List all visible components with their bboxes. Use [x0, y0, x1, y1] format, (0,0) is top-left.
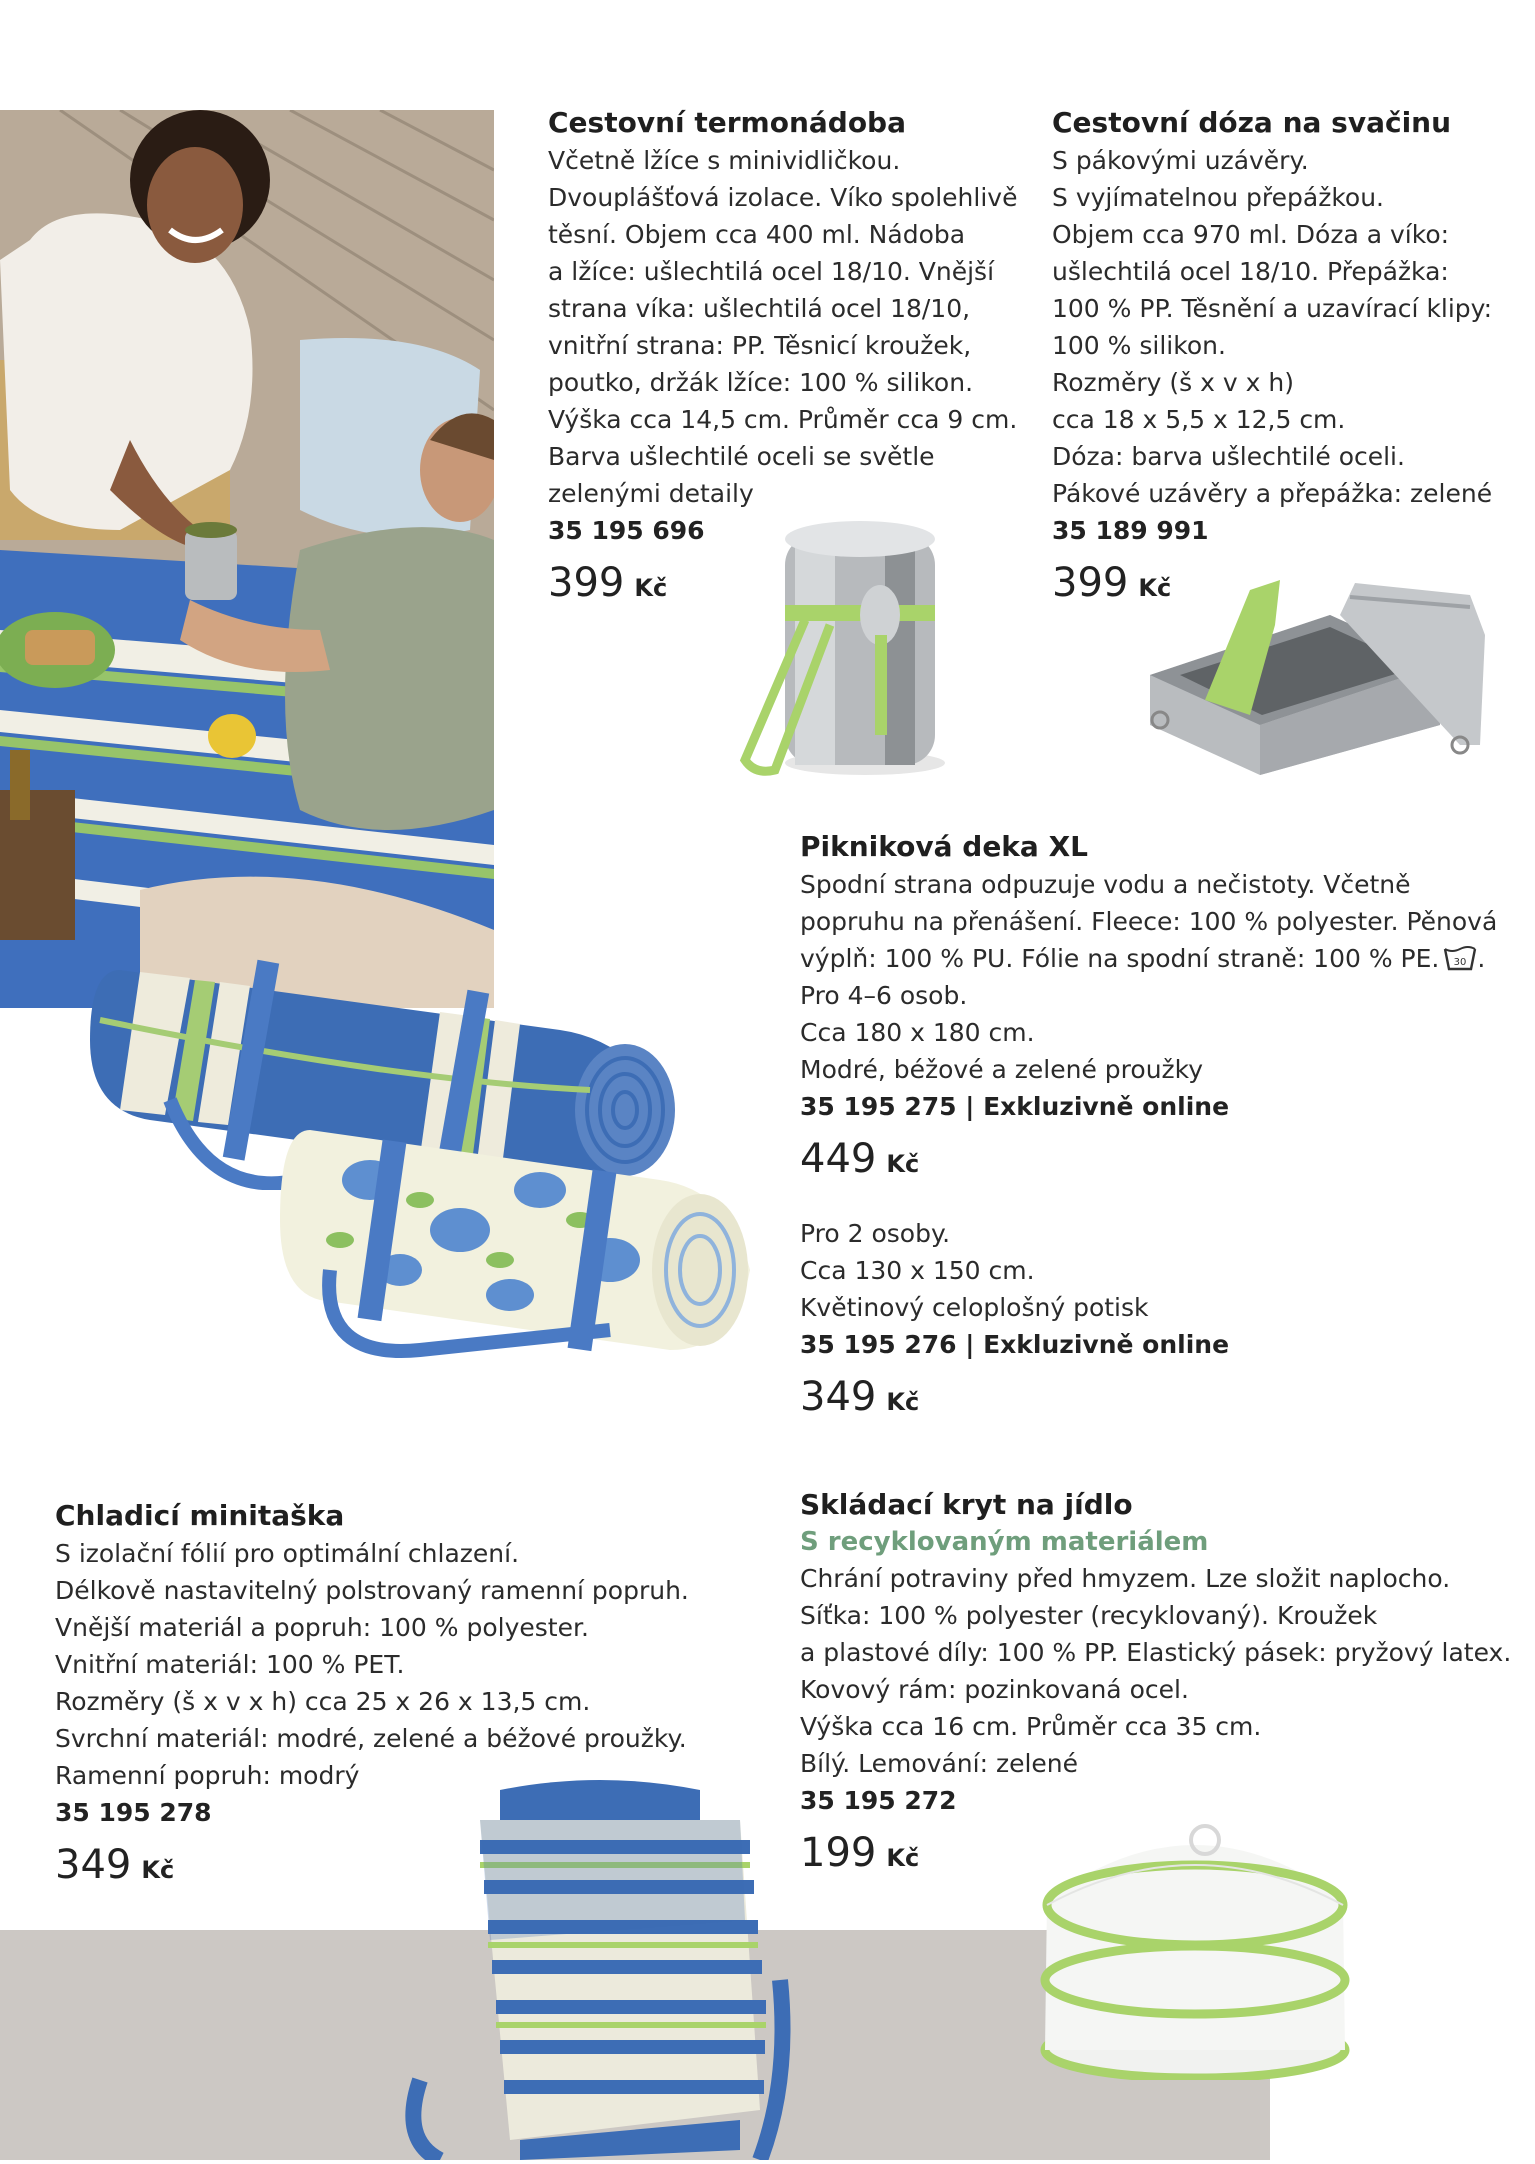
product-desc-line: Objem cca 970 ml. Dóza a víko:: [1052, 220, 1450, 249]
product-desc-line: zelenými detaily: [548, 479, 754, 508]
product-code: 35 195 276 | Exkluzivně online: [800, 1330, 1230, 1359]
price-currency: Kč: [141, 1856, 175, 1884]
product-price: [800, 1825, 1520, 1886]
product-desc-line: Modré, béžové a zelené proužky: [800, 1055, 1204, 1084]
product-thermos: [548, 104, 1028, 616]
product-title: Chladicí minitaška: [55, 1499, 345, 1532]
price-value: 349: [800, 1374, 877, 1420]
product-food-cover: [800, 1486, 1520, 1886]
product-desc-line: strana víka: ušlechtilá ocel 18/10,: [548, 294, 971, 323]
product-desc-line: Spodní strana odpuzuje vodu a nečistoty. Včetně: [800, 870, 1411, 899]
picnic-photo: [0, 110, 494, 1008]
product-desc-line: a lžíce: ušlechtilá ocel 18/10. Vnější: [548, 257, 995, 286]
product-desc-line: popruhu na přenášení. Fleece: 100 % polyester. Pěnová: [800, 907, 1498, 936]
product-desc-text: výplň: 100 % PU. Fólie na spodní straně: 100 % PE.: [800, 944, 1440, 973]
product-desc-line: cca 18 x 5,5 x 12,5 cm.: [1052, 405, 1346, 434]
price-value: 199: [800, 1830, 877, 1876]
product-title: Piknikov​á deka XL: [800, 830, 1088, 863]
product-code: 35 195 696: [548, 516, 705, 545]
product-desc-line: ušlechtilá ocel 18/10. Přepážka:: [1052, 257, 1449, 286]
price-currency: Kč: [886, 1844, 920, 1872]
product-desc-line: vnitřní strana: PP. Těsnicí kroužek,: [548, 331, 972, 360]
product-desc-line: Kovový rám: pozinkovaná ocel.: [800, 1675, 1189, 1704]
product-desc-line: Chrání potraviny před hmyzem. Lze složit naplocho.: [800, 1564, 1451, 1593]
product-desc-line: Výška cca 16 cm. Průměr cca 35 cm.: [800, 1712, 1262, 1741]
price-currency: Kč: [634, 574, 668, 602]
product-desc-line: a plastové díly: 100 % PP. Elastický pásek: pryžový latex.: [800, 1638, 1512, 1667]
product-desc-line: Rozměry (š x v x h): [1052, 368, 1294, 397]
price-value: 449: [800, 1136, 877, 1182]
product-desc-line: 100 % PP. Těsnění a uzavírací klipy:: [1052, 294, 1493, 323]
product-desc-text: .: [1477, 944, 1486, 973]
product-picnic-blanket-xl: [800, 828, 1520, 1192]
product-price: [55, 1837, 755, 1898]
product-desc-line: těsní. Objem cca 400 ml. Nádoba: [548, 220, 966, 249]
product-desc-line: poutko, držák lžíce: 100 % silikon.: [548, 368, 974, 397]
price-value: 399: [1052, 560, 1129, 606]
product-desc-line: Květinový celoplošný potisk: [800, 1293, 1149, 1322]
product-subtitle: S recyklovaným materiálem: [800, 1527, 1209, 1557]
product-desc-line: Délkově nastavitelný polstrovaný ramenní popruh.: [55, 1576, 689, 1605]
product-desc-line: Svrchní materiál: modré, zelené a béžové proužky.: [55, 1724, 687, 1753]
product-desc-line: Barva ušlechtilé oceli se světle: [548, 442, 935, 471]
product-title: Skládací kryt na jídlo: [800, 1488, 1133, 1521]
product-code: 35 195 272: [800, 1786, 957, 1815]
product-desc-line: Vnitřní materiál: 100 % PET.: [55, 1650, 405, 1679]
product-desc-line: Ramenní popruh: modrý: [55, 1761, 360, 1790]
product-lunchbox: [1052, 104, 1532, 616]
product-price: [548, 555, 1028, 616]
product-desc-line: Pákové uzávěry a přepážka: zelené: [1052, 479, 1493, 508]
product-desc-line: Pro 4–6 osob.: [800, 981, 968, 1010]
product-desc-line: Pro 2 osoby.: [800, 1219, 951, 1248]
product-title: Cestovní termonádoba: [548, 106, 906, 139]
price-currency: Kč: [886, 1150, 920, 1178]
wash-30-icon: [1443, 943, 1477, 973]
product-desc-line: Výška cca 14,5 cm. Průměr cca 9 cm.: [548, 405, 1018, 434]
product-desc-line: S izolační fólií pro optimální chlazení.: [55, 1539, 520, 1568]
product-desc-line: S vyjímatelnou přepážkou.: [1052, 183, 1384, 212]
product-code: 35 195 275 | Exkluzivně online: [800, 1092, 1230, 1121]
product-price: [800, 1369, 1520, 1430]
product-desc-line: Cca 130 x 150 cm.: [800, 1256, 1035, 1285]
product-cooler-bag: [55, 1497, 755, 1898]
product-picnic-blanket-small: [800, 1215, 1520, 1430]
product-desc-line: Rozměry (š x v x h) cca 25 x 26 x 13,5 cm.: [55, 1687, 591, 1716]
product-price: [800, 1131, 1520, 1192]
rolled-blanket-floral-image: [280, 1120, 750, 1380]
product-desc-line: [800, 940, 1520, 977]
product-desc-line: Cca 180 x 180 cm.: [800, 1018, 1035, 1047]
product-desc-line: Síťka: 100 % polyester (recyklovaný). Kroužek: [800, 1601, 1378, 1630]
product-title: Cestovní dóza na svačinu: [1052, 106, 1452, 139]
product-desc-line: Dvouplášťová izolace. Víko spolehlivě: [548, 183, 1018, 212]
svg-text:30: 30: [1454, 957, 1467, 968]
product-desc-line: Bílý. Lemování: zelené: [800, 1749, 1079, 1778]
product-desc-line: Včetně lžíce s minividličkou.: [548, 146, 901, 175]
product-desc-line: 100 % silikon.: [1052, 331, 1226, 360]
product-price: [1052, 555, 1532, 616]
product-code: 35 189 991: [1052, 516, 1209, 545]
price-currency: Kč: [1138, 574, 1172, 602]
product-desc-line: Dóza: barva ušlechtilé oceli.: [1052, 442, 1405, 471]
product-desc-line: S pákovými uzávěry.: [1052, 146, 1309, 175]
product-desc-line: Vnější materiál a popruh: 100 % polyester.: [55, 1613, 589, 1642]
price-value: 399: [548, 560, 625, 606]
product-code: 35 195 278: [55, 1798, 212, 1827]
price-value: 349: [55, 1842, 132, 1888]
price-currency: Kč: [886, 1388, 920, 1416]
